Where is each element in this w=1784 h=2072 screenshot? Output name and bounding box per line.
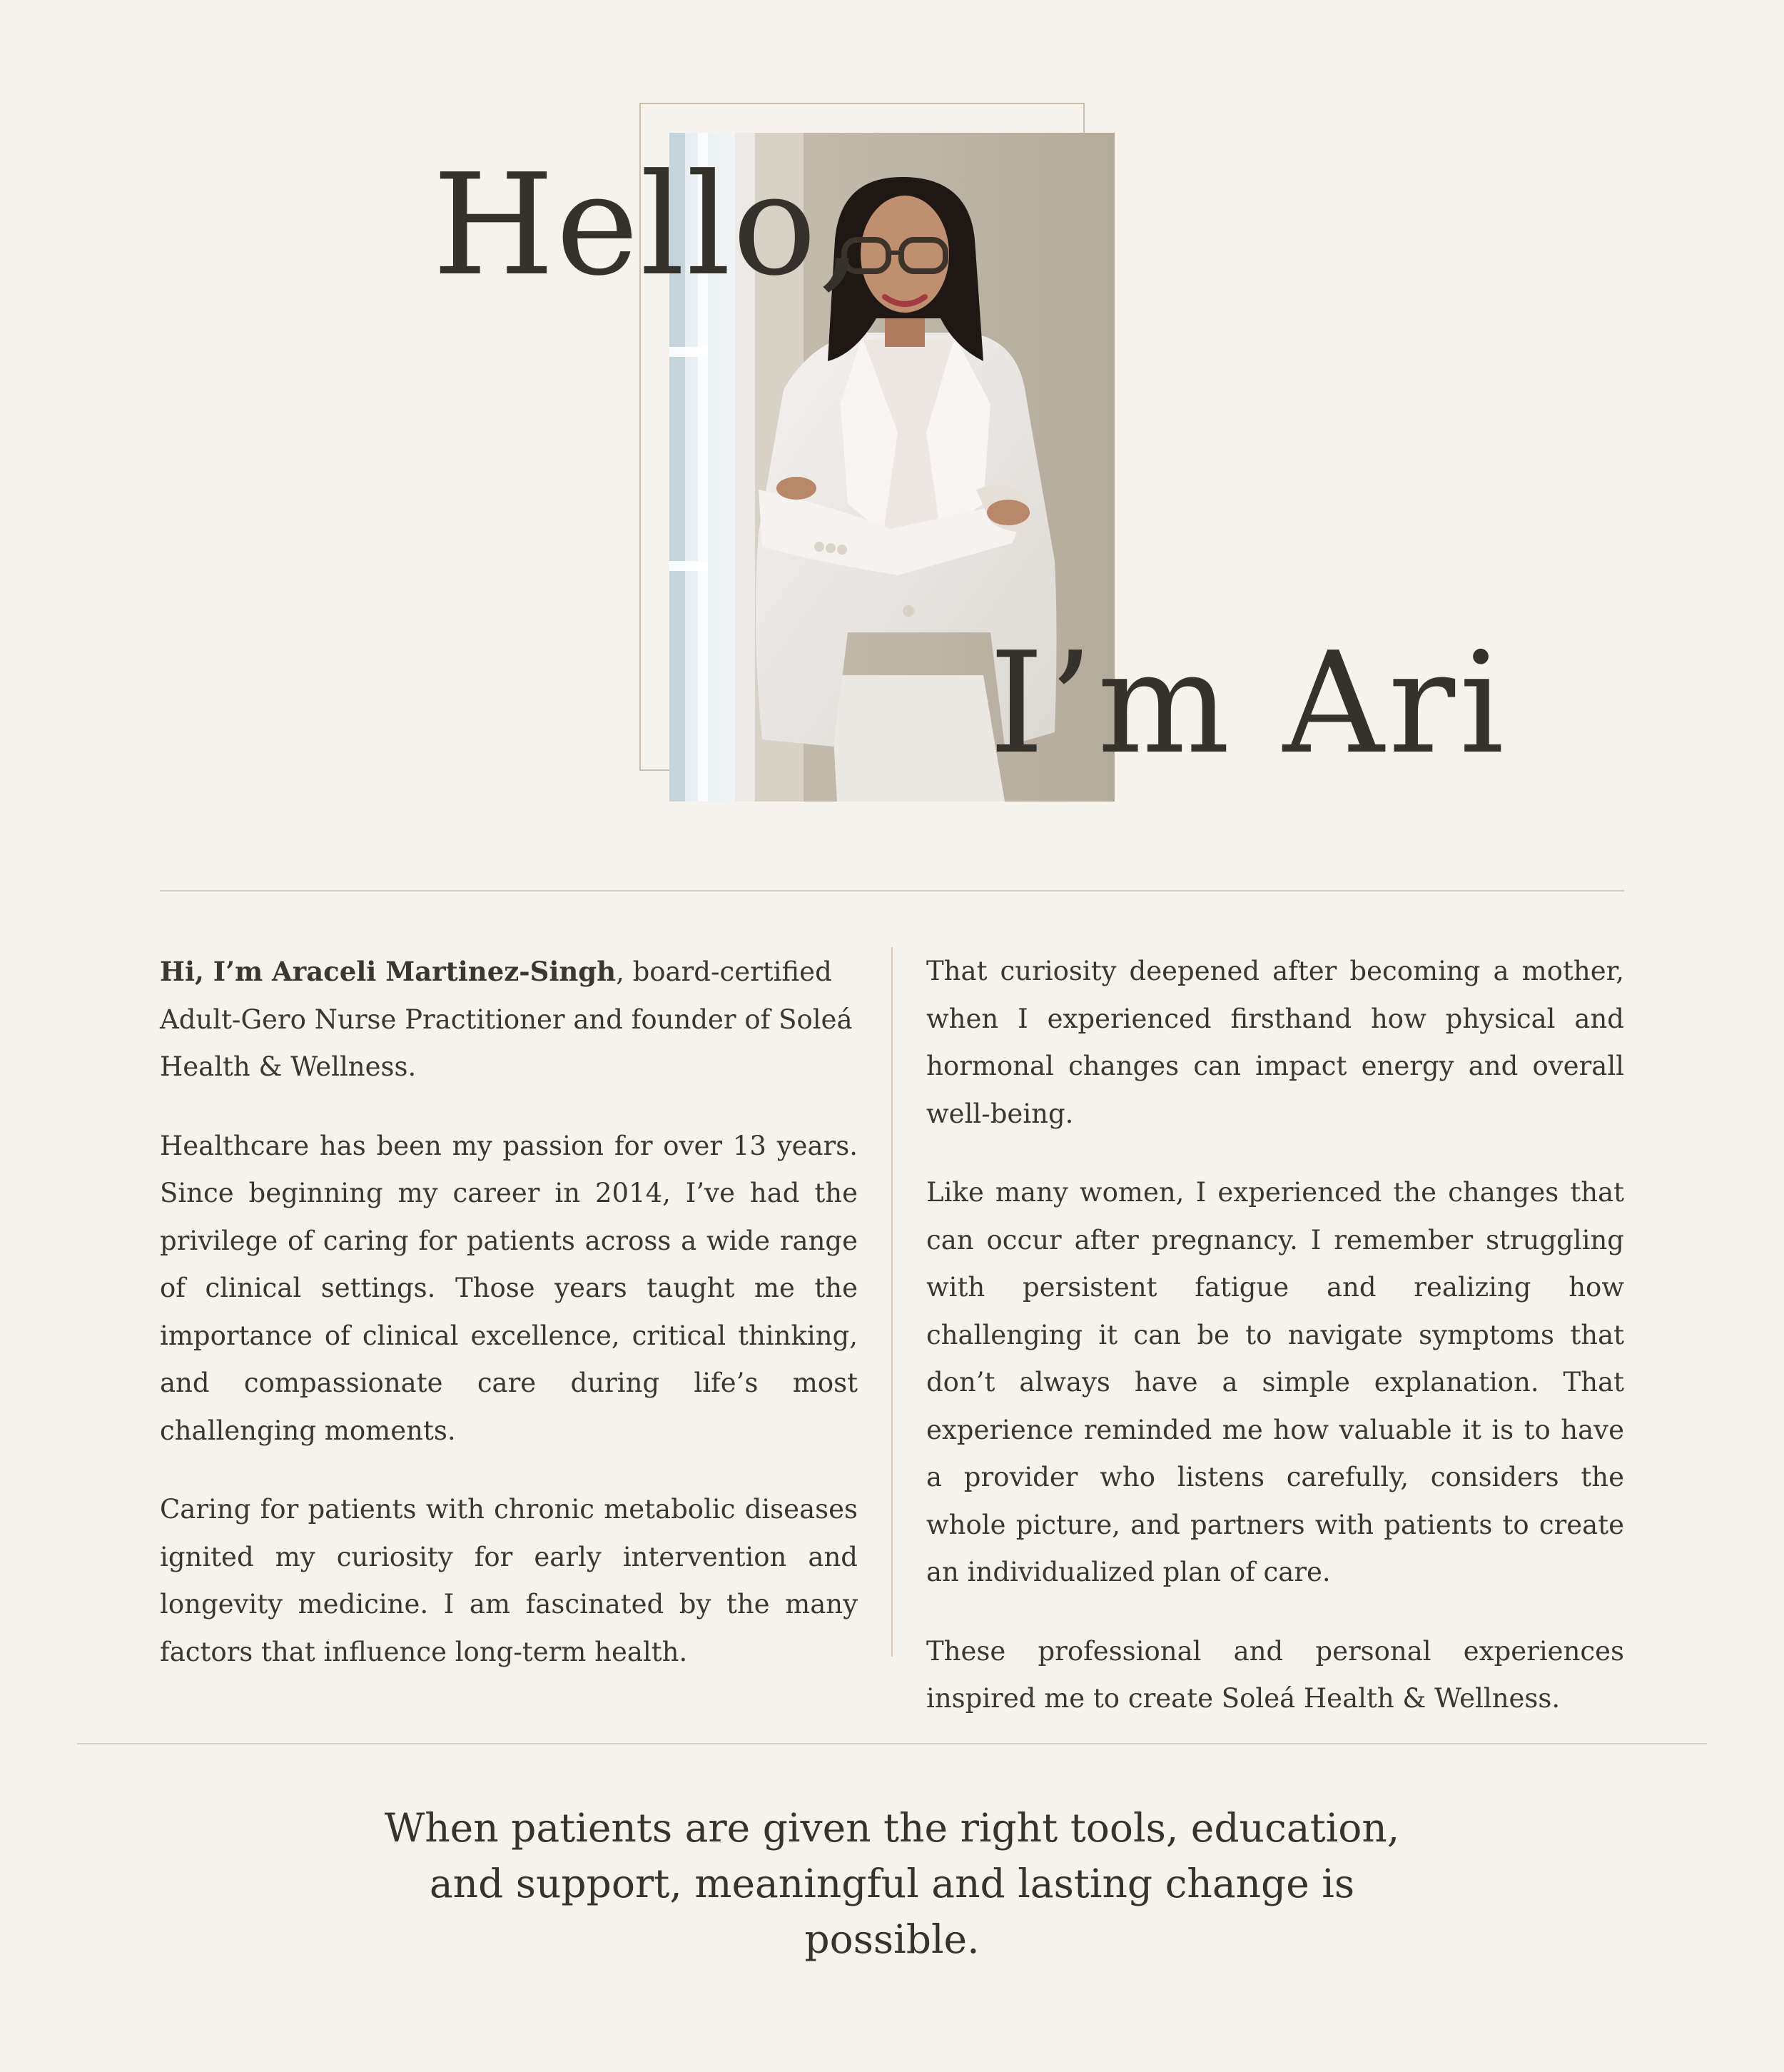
- section-divider-top: [160, 890, 1624, 891]
- bio-column-left: [160, 948, 858, 1676]
- bio-paragraph: These professional and personal experiences inspired me to create Soleá Health & Wellness.: [926, 1635, 1624, 1714]
- bio-paragraph: Healthcare has been my passion for over 13 years. Since beginning my career in 2014, I’ve had the privilege of caring for patients across a wide range of clinical settings. Those years taught me the importance of clinical excellence, critical thinking, and compassionate care during life’s most challenging moments.: [160, 1130, 858, 1446]
- hero-name-heading: I’m Ari: [989, 622, 1509, 785]
- column-divider: [891, 947, 893, 1657]
- hero-section: [0, 0, 1784, 842]
- bio-intro-rest: , board-certified Adult-Gero Nurse Practitioner and founder of Soleá Health & Wellness.: [160, 956, 853, 1082]
- bio-intro: [160, 948, 858, 1091]
- bio-column-right: [926, 948, 1624, 1723]
- bio-paragraph: That curiosity deepened after becoming a mother, when I experienced firsthand how physical and hormonal changes can impact energy and overall well-being.: [926, 956, 1624, 1129]
- bio-intro-name: Hi, I’m Araceli Martinez-Singh: [160, 956, 617, 987]
- bio-paragraph: Like many women, I experienced the changes that can occur after pregnancy. I remember struggling with persistent fatigue and realizing how challenging it can be to navigate symptoms that don’t always have a simple explanation. That experience reminded me how valuable it is to have a provider who listens carefully, considers the whole picture, and partners with patients to create an individualized plan of care.: [926, 1177, 1624, 1587]
- closing-quote: When patients are given the right tools, education, and support, meaningful and lasting change is possible.: [384, 1805, 1400, 1962]
- section-divider-bottom: [77, 1743, 1707, 1744]
- hero-greeting: Hello,: [432, 144, 864, 307]
- bio-paragraph: Caring for patients with chronic metabolic diseases ignited my curiosity for early intervention and longevity medicine. I am fascinated by the many factors that influence long-term health.: [160, 1494, 858, 1667]
